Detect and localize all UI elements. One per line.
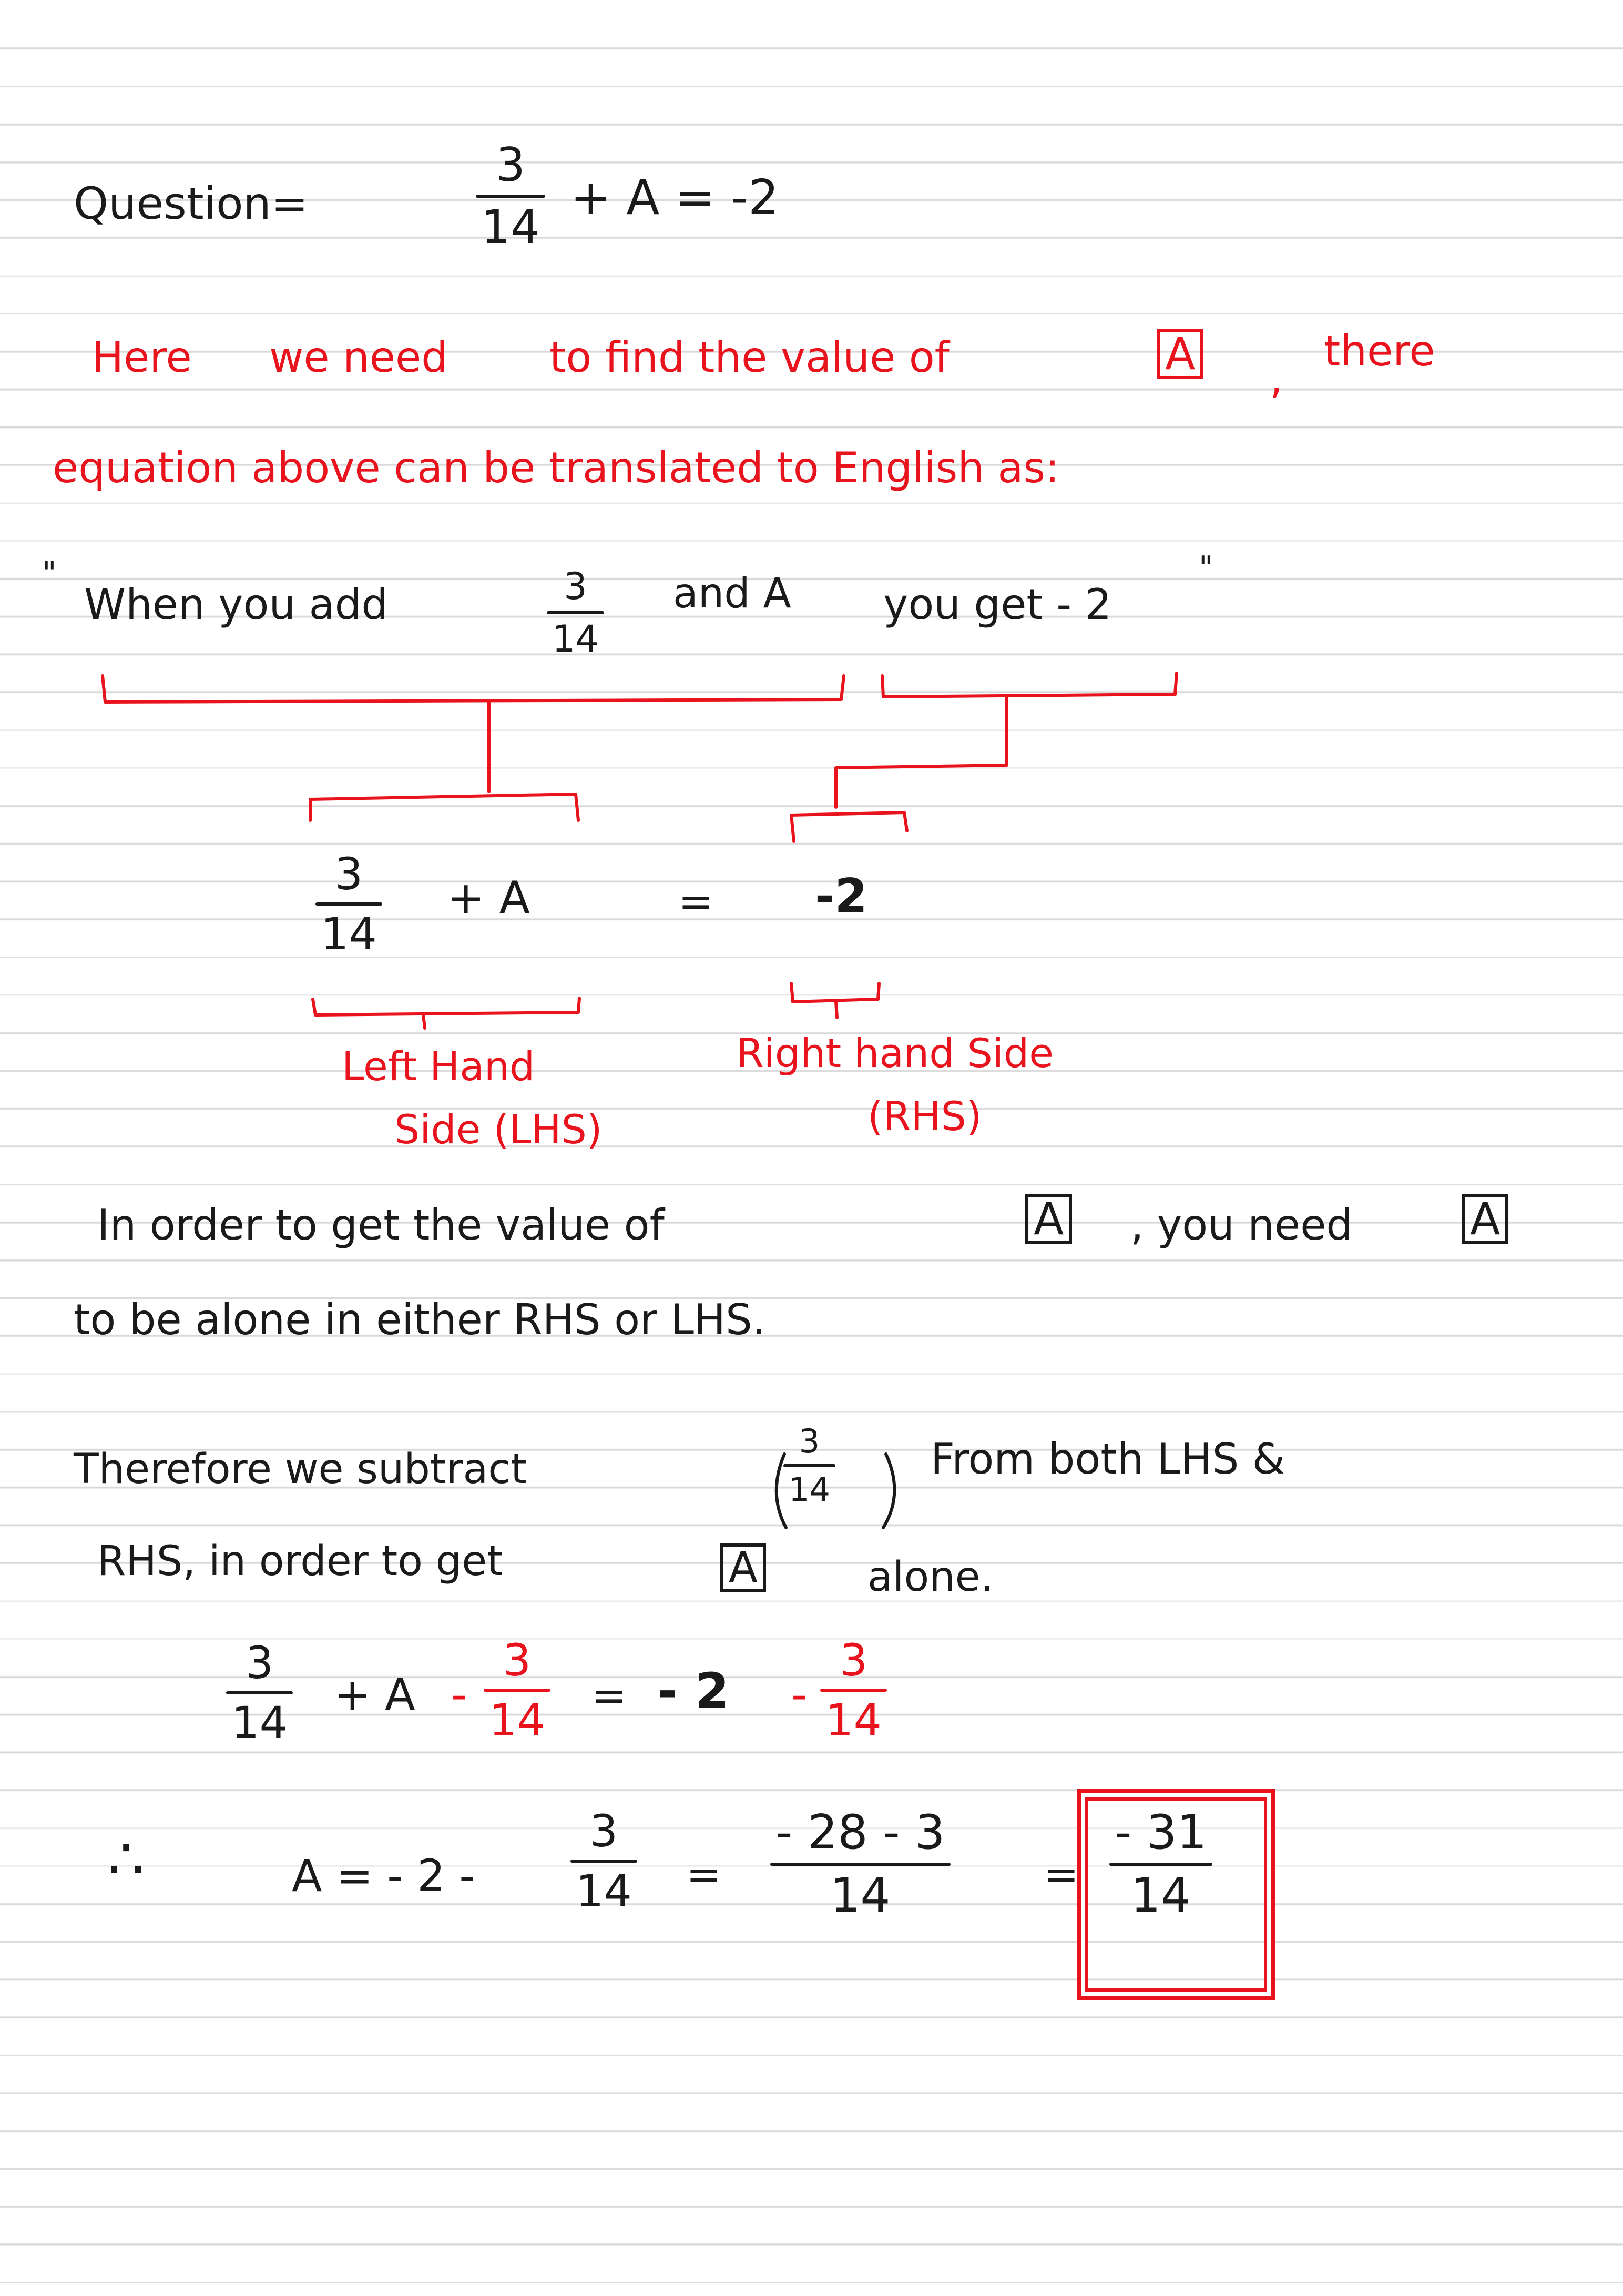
answer-denominator: 14 [1130,1868,1191,1923]
step1-minus: - [451,1669,467,1720]
para2-line2: to be alone in either RHS or LHS. [74,1295,766,1344]
therefore-symbol: ∴ [108,1825,145,1893]
para2-line1a: In order to get the value of [97,1201,665,1249]
quote-numerator: 3 [564,565,587,608]
split-numerator: 3 [334,848,363,900]
step2-equals-2: = [1044,1850,1079,1899]
lhs-label-line1: Left Hand [342,1043,535,1090]
quote-rhs-bracket [882,673,1177,697]
quote-part2: and A [673,570,791,617]
quote-denominator: 14 [552,617,599,661]
step1-minus-2: - [791,1669,808,1720]
rhs-upper-bracket [791,812,907,841]
paren-right [883,1454,894,1528]
para3-numerator: 3 [799,1422,820,1460]
para1-comma: , [1270,354,1283,403]
para3-denominator: 14 [789,1470,830,1509]
para3-var-a: A [720,1543,766,1592]
para3-line2b: alone. [867,1553,994,1601]
split-denominator: 14 [321,908,377,960]
quote-lhs-bracket [103,676,844,702]
quote-part3: you get - 2 [883,580,1112,629]
step2-equals-1: = [686,1850,722,1899]
step1-den2: 14 [489,1694,545,1746]
lhs-lower-bracket [313,998,579,1015]
para1-var-a: A [1157,329,1203,379]
step1-plus-a: + A [334,1669,415,1720]
rhs-label-line2: (RHS) [867,1093,982,1140]
answer-numerator: - 31 [1115,1805,1207,1860]
para1-find-value: to find the value of [549,333,950,382]
rhs-lower-bracket [791,983,879,1002]
para1-word-here: Here [92,333,192,382]
question-numerator: 3 [495,138,525,192]
para1-line2: equation above can be translated to English as: [53,443,1060,492]
quote-open: " [42,555,57,592]
para3-line1b: From both LHS & [931,1435,1285,1484]
question-rest: + A = -2 [570,169,779,226]
step2-den: 14 [576,1865,632,1917]
lhs-upper-bracket [310,794,578,820]
split-rhs: -2 [815,869,867,924]
question-denominator: 14 [481,200,540,254]
split-lhs-rest: + A [447,872,530,925]
step1-equals: = [591,1671,627,1720]
para3-line1a: Therefore we subtract [74,1446,527,1493]
step2-num2: - 28 - 3 [775,1805,945,1860]
para2-var-a: A [1025,1194,1072,1244]
step1-num2: 3 [503,1634,532,1686]
para2-line1b: , you need [1130,1201,1353,1249]
step1-den3: 14 [825,1694,882,1746]
paren-left [777,1454,786,1528]
step2-den2: 14 [830,1868,891,1923]
step2-lhs: A = - 2 - [292,1850,475,1902]
step2-num: 3 [589,1805,618,1857]
rhs-connector [836,695,1007,807]
rhs-label-line1: Right hand Side [736,1030,1054,1076]
step1-num3: 3 [839,1634,868,1686]
step1-den1: 14 [231,1697,288,1749]
para2-var-a2: A [1462,1194,1508,1244]
para1-there: there [1324,327,1435,375]
split-equals: = [678,877,714,926]
quote-close: " [1199,550,1213,586]
para3-line2a: RHS, in order to get [97,1538,503,1585]
step1-rhs: - 2 [657,1663,730,1720]
para1-we-need: we need [269,333,448,382]
step1-num1: 3 [245,1637,274,1689]
question-label: Question= [74,178,309,229]
lhs-label-line2: Side (LHS) [394,1106,603,1153]
quote-part1: When you add [84,580,389,629]
